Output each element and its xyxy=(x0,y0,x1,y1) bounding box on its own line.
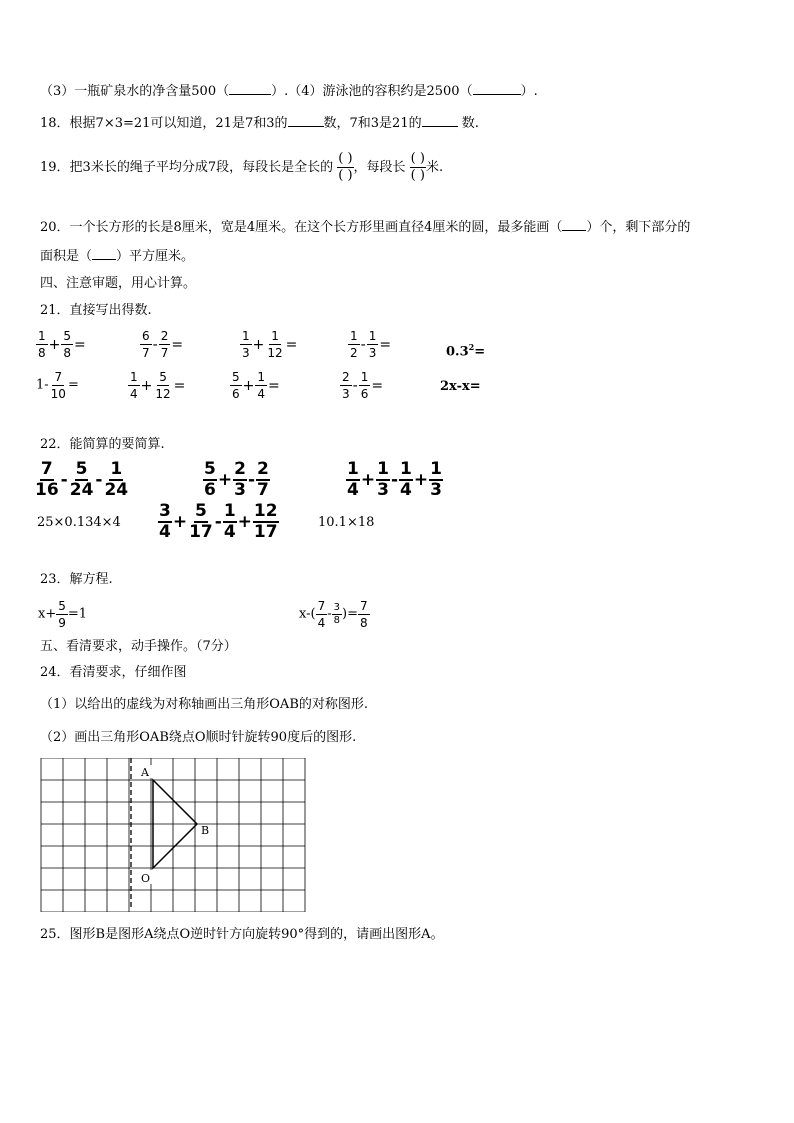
q21-expr[interactable]: $\frac{2}{3}$ - $\frac{1}{6}$ = xyxy=(342,370,384,401)
fraction: $\frac{12}{17}$ xyxy=(253,501,278,542)
question-24-part1: （1）以给出的虚线为对称轴画出三角形OAB的对称图形. xyxy=(40,697,369,712)
question-20-line1 xyxy=(40,218,690,237)
fraction: $\frac{1}{4}$ xyxy=(130,370,138,401)
fraction: $\frac{1}{6}$ xyxy=(360,370,369,401)
q21-power-expr[interactable]: $0.3^2=$ xyxy=(446,342,486,360)
q23-equation-1[interactable]: x+ $\frac{5}{9}$ =1 xyxy=(38,599,88,630)
fraction: $\frac{5}{6}$ xyxy=(232,370,240,401)
fraction: $\frac{1}{3}$ xyxy=(430,459,442,500)
q18-end: 数. xyxy=(461,116,479,131)
fraction-blank[interactable]: $\frac{( )}{( )}$ xyxy=(338,151,353,183)
fraction: $\frac{1}{3}$ xyxy=(368,329,377,360)
fraction: $\frac{3}{4}$ xyxy=(159,501,171,542)
q22-expr-2[interactable]: $\frac{5}{6}$ + $\frac{2}{3}$ - $\frac{2}{7}$ xyxy=(204,459,269,500)
grid-lines xyxy=(41,758,305,912)
q18-mid: 数，7和3是21的 xyxy=(323,116,422,131)
section-4-heading: 四、注意审题，用心计算。 xyxy=(40,276,197,291)
answer-blank[interactable] xyxy=(422,114,458,127)
q20-line2-text: 面积是（ xyxy=(40,249,93,264)
q20-text: 20．一个长方形的长是8厘米，宽是4厘米。在这个长方形里画直径4厘米的圆，最多能画（ xyxy=(40,220,563,235)
q22-expr-6[interactable]: 10.1×18 xyxy=(318,515,375,530)
fraction: $\frac{7}{16}$ xyxy=(35,459,59,500)
question-22-title: 22．能简算的要简算. xyxy=(40,437,165,452)
fraction: $\frac{1}{24}$ xyxy=(104,459,129,500)
q20-text-end: ）个，剩下部分的 xyxy=(586,220,691,235)
q18-text: 18．根据7×3=21可以知道，21是7和3的 xyxy=(40,116,288,131)
q22-expr-3[interactable]: $\frac{1}{4}$ + $\frac{1}{3}$ - $\frac{1}{4}$ + $\frac{1}{3}$ xyxy=(347,459,442,500)
question-23-title: 23．解方程. xyxy=(40,572,113,587)
question-21-title: 21．直接写出得数. xyxy=(40,303,152,318)
q21-expr[interactable]: $\frac{1}{4}$ + $\frac{5}{12}$ = xyxy=(130,370,186,401)
q21-expr[interactable]: $\frac{1}{2}$ - $\frac{1}{3}$ = xyxy=(350,329,392,360)
q22-expr-5[interactable]: $\frac{3}{4}$ + $\frac{5}{17}$ - $\frac{1}{4}$ + $\frac{12}{17}$ xyxy=(159,501,278,542)
fraction: $\frac{6}{7}$ xyxy=(142,329,150,360)
point-B-label: B xyxy=(201,824,210,837)
fraction: $\frac{5}{24}$ xyxy=(69,459,94,500)
fraction: $\frac{2}{3}$ xyxy=(234,459,246,500)
q19-mid: ，每段长 xyxy=(353,160,406,175)
q22-expr-4[interactable]: 25×0.134×4 xyxy=(37,515,121,530)
q20-line2-end: ）平方厘米。 xyxy=(116,249,195,264)
fraction: $\frac{2}{7}$ xyxy=(257,459,269,500)
fraction: $\frac{5}{6}$ xyxy=(204,459,216,500)
q21-expr[interactable]: $\frac{1}{8}$ + $\frac{5}{8}$ = xyxy=(38,329,86,360)
q22-expr-1[interactable]: $\frac{7}{16}$ - $\frac{5}{24}$ - $\frac{1}{24}$ xyxy=(35,459,129,500)
q17-end: ）. xyxy=(520,84,538,99)
q21-expr[interactable]: $\frac{6}{7}$ - $\frac{2}{7}$ = xyxy=(142,329,184,360)
question-19 xyxy=(40,148,443,188)
q21-expr-2x[interactable]: 2x-x= xyxy=(440,379,481,394)
q17-text-2: ）.（4）游泳池的容积约是2500（ xyxy=(271,84,473,99)
q23-equation-2[interactable]: x-( $\frac{7}{4}$ - $\frac{3}{8}$ )= $\frac{7}{8}$ xyxy=(299,599,368,630)
fraction: $\frac{5}{17}$ xyxy=(189,501,213,542)
answer-blank[interactable] xyxy=(562,218,586,231)
fraction: $\frac{1}{3}$ xyxy=(377,459,389,500)
drawing-grid[interactable] xyxy=(40,758,312,912)
fraction-blank[interactable]: $\frac{( )}{( )}$ xyxy=(410,151,425,183)
point-O-label: O xyxy=(141,872,151,885)
point-A-label: A xyxy=(141,766,149,779)
q19-text: 19．把3米长的绳子平均分成7段，每段长是全长的 xyxy=(40,160,334,175)
question-24-title: 24．看清要求，仔细作图 xyxy=(40,665,187,680)
q17-text: （3）一瓶矿泉水的净含量500（ xyxy=(40,84,230,99)
fraction: $\frac{1}{12}$ xyxy=(267,329,283,360)
fraction: $\frac{1}{4}$ xyxy=(347,459,359,500)
q19-end: 米. xyxy=(425,160,444,175)
fraction: $\frac{2}{3}$ xyxy=(342,370,350,401)
question-18 xyxy=(40,114,479,133)
question-25: 25．图形B是图形A绕点O逆时针方向旋转90°得到的，请画出图形A。 xyxy=(40,927,444,942)
fraction: $\frac{1}{4}$ xyxy=(223,501,236,542)
q21-expr[interactable]: $\frac{1}{3}$ + $\frac{1}{12}$ = xyxy=(242,329,298,360)
fraction: $\frac{5}{12}$ xyxy=(155,370,171,401)
fraction: $\frac{1}{4}$ xyxy=(257,370,266,401)
fraction: $\frac{1}{8}$ xyxy=(38,329,46,360)
answer-blank[interactable] xyxy=(229,82,271,95)
answer-blank[interactable] xyxy=(92,247,116,260)
section-5-heading: 五、看清要求，动手操作。（7分） xyxy=(40,639,237,654)
q17-part3 xyxy=(40,82,538,101)
fraction: $\frac{1}{4}$ xyxy=(400,459,412,500)
fraction: $\frac{2}{7}$ xyxy=(160,329,169,360)
question-24-part2: （2）画出三角形OAB绕点O顺时针旋转90度后的图形. xyxy=(40,730,357,745)
question-20-line2 xyxy=(40,247,194,266)
answer-blank[interactable] xyxy=(288,114,324,127)
fraction: $\frac{1}{3}$ xyxy=(242,329,250,360)
fraction: $\frac{1}{2}$ xyxy=(350,329,358,360)
q21-expr-1-minus[interactable]: 1- $\frac{7}{10}$ = xyxy=(36,370,79,401)
fraction: $\frac{5}{8}$ xyxy=(63,329,72,360)
q21-expr[interactable]: $\frac{5}{6}$ + $\frac{1}{4}$ = xyxy=(232,370,280,401)
answer-blank[interactable] xyxy=(473,82,521,95)
